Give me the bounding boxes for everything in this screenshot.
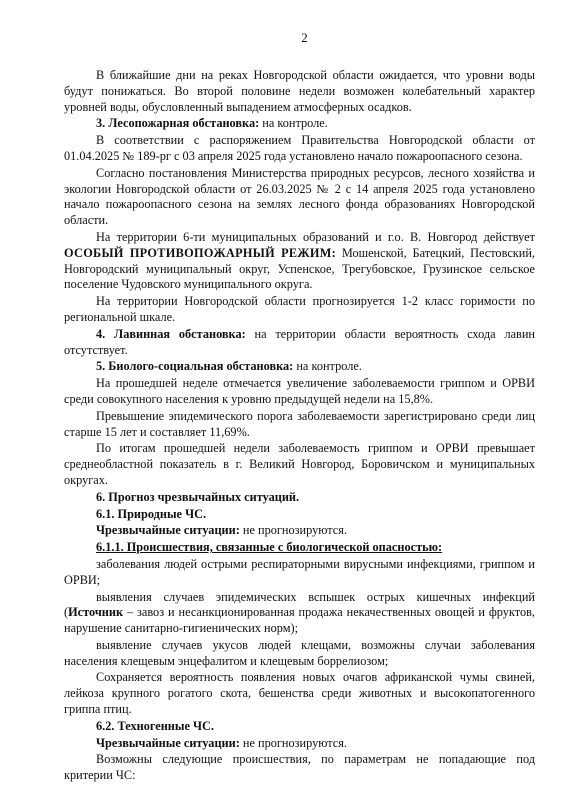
- fire-season-para-2-text-0: Согласно постановления Министерства природных ресурсов, лесного хозяйства и экологии Новгородской области от 26.03.2025 № 2 с 14 апреля 2025 года установлено начало пожароопасного сезона на землях лесного фонда образованиях Новгородской области.: [64, 165, 535, 228]
- natural-emergencies-line: [64, 523, 535, 539]
- bio-item-ticks: [64, 638, 535, 670]
- section-3-heading: [64, 116, 535, 132]
- natural-emergencies-line-text-0: Чрезвычайные ситуации:: [96, 523, 240, 538]
- fire-season-para-1-text-0: В соответствии с распоряжением Правительства Новгородской области от 01.04.2025 № 189-рг с 03 апреля 2025 года установлено начало пожароопасного сезона.: [64, 133, 535, 163]
- special-fire-regime-para-text-1: ОСОБЫЙ ПРОТИВОПОЖАРНЫЙ РЕЖИМ:: [64, 245, 337, 260]
- section-5-heading: [64, 359, 535, 375]
- bio-item-respiratory: [64, 557, 535, 589]
- section-6-heading-text-0: 6. Прогноз чрезвычайных ситуаций.: [96, 489, 300, 504]
- bio-item-intestinal-text-0: выявления случаев эпидемических вспышек острых кишечных инфекций (: [64, 589, 535, 620]
- technogenic-emergencies-line: [64, 736, 535, 752]
- flu-incidence-para-text-0: На прошедшей неделе отмечается увеличение заболеваемости гриппом и ОРВИ среди совокупного населения к уровню предыдущей недели на 15,8%.: [64, 376, 535, 406]
- water-forecast-para: [64, 68, 535, 115]
- possible-incidents-para: [64, 752, 535, 784]
- section-5-heading-text-1: на контроле.: [293, 359, 362, 374]
- special-fire-regime-para-text-0: На территории 6-ти муниципальных образований и г.о. В. Новгород действует: [96, 229, 535, 244]
- fire-season-para-2: [64, 166, 535, 229]
- section-4-avalanche-text-0: 4. Лавинная обстановка:: [96, 326, 246, 341]
- section-6-heading: [64, 490, 535, 506]
- water-forecast-para-text-0: В ближайшие дни на реках Новгородской области ожидается, что уровни воды будут понижаться. Во второй половине недели возможен колебательный характер уровней воды, обусловленный выпадением атмосферных осадков.: [64, 68, 535, 114]
- bio-item-animal-diseases-text-0: Сохраняется вероятность появления новых очагов африканской чумы свиней, лейкоза крупного рогатого скота, бешенства среди животных и высокопатогенного гриппа птиц.: [64, 670, 535, 717]
- regional-average-para: [64, 441, 535, 488]
- bio-item-intestinal-text-1: Источник: [68, 605, 124, 620]
- natural-emergencies-line-text-1: не прогнозируются.: [239, 523, 347, 538]
- section-6-1-1-heading: [64, 540, 535, 556]
- regional-average-para-text-0: По итогам прошедшей недели заболеваемость гриппом и ОРВИ превышает среднеобластной показатель в г. Великий Новгород, Боровичском и муниципальных округах.: [64, 441, 535, 487]
- section-4-avalanche: [64, 327, 535, 359]
- bio-item-respiratory-text-0: заболевания людей острыми респираторными вирусными инфекциями, гриппом и ОРВИ;: [64, 556, 535, 587]
- bio-item-ticks-text-0: выявление случаев укусов людей клещами, возможны случаи заболевания населения клещевым энцефалитом и клещевым боррелиозом;: [64, 637, 535, 668]
- document-body: [64, 68, 535, 784]
- section-6-1-heading-text-0: 6.1. Природные ЧС.: [96, 506, 207, 521]
- special-fire-regime-para-text-2: Мошенской, Батецкий, Пестовский, Новгородский муниципальный округ, Успенское, Трегубовское, Грузинское сельское поселение Чудовского муниципального округа.: [64, 245, 535, 292]
- section-3-heading-text-0: 3. Лесопожарная обстановка:: [96, 116, 260, 131]
- section-6-2-heading-text-0: 6.2. Техногенные ЧС.: [96, 718, 215, 733]
- technogenic-emergencies-line-text-0: Чрезвычайные ситуации:: [96, 735, 240, 750]
- section-6-1-heading: [64, 507, 535, 523]
- section-6-1-1-heading-text-0: 6.1.1. Происшествия, связанные с биологической опасностью:: [96, 540, 443, 555]
- section-4-avalanche-text-1: на территории области вероятность схода лавин отсутствует.: [64, 326, 536, 357]
- page-number: 2: [301, 30, 308, 45]
- flu-incidence-para: [64, 376, 535, 408]
- section-5-heading-text-0: 5. Биолого-социальная обстановка:: [96, 359, 294, 374]
- bio-item-intestinal: [64, 590, 535, 637]
- epidemic-threshold-para: [64, 409, 535, 441]
- bio-item-animal-diseases: [64, 670, 535, 717]
- possible-incidents-para-text-0: Возможны следующие происшествия, по параметрам не попадающие под критерии ЧС:: [64, 752, 535, 783]
- special-fire-regime-para: [64, 230, 535, 293]
- bio-item-intestinal-text-2: – завоз и несанкционированная продажа некачественных овощей и фруктов, нарушение санитарно-гигиенических норм);: [64, 605, 535, 636]
- epidemic-threshold-para-text-0: Превышение эпидемического порога заболеваемости зарегистрировано среди лиц старше 15 лет и составляет 11,69%.: [64, 408, 535, 439]
- fire-hazard-class-para: [64, 294, 535, 326]
- fire-season-para-1: [64, 133, 535, 165]
- section-3-heading-text-1: на контроле.: [259, 116, 328, 131]
- technogenic-emergencies-line-text-1: не прогнозируются.: [239, 735, 347, 750]
- section-6-2-heading: [64, 719, 535, 735]
- fire-hazard-class-para-text-0: На территории Новгородской области прогнозируется 1-2 класс горимости по региональной шкале.: [64, 294, 535, 324]
